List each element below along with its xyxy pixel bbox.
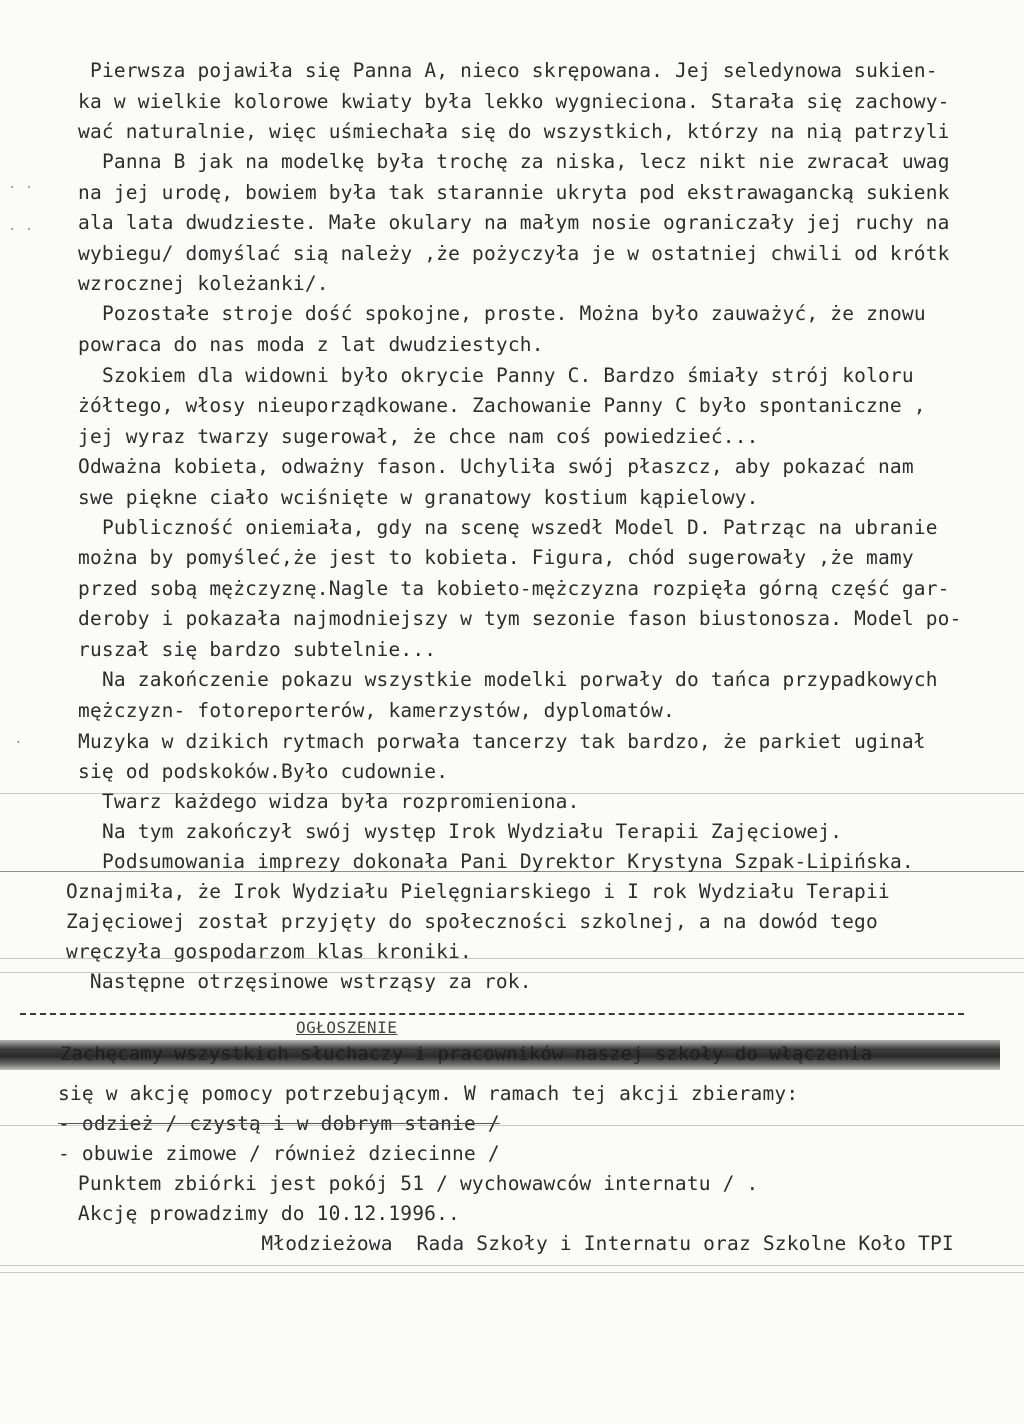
article-line: Zajęciowej został przyjęty do społeczności szkolnej, a na dowód tego bbox=[66, 910, 878, 933]
article-line: Podsumowania imprezy dokonała Pani Dyrektor Krystyna Szpak-Lipińska. bbox=[90, 850, 914, 873]
article-line: mężczyzn- fotoreporterów, kamerzystów, dyplomatów. bbox=[78, 699, 675, 722]
article-line: jej wyraz twarzy sugerował, że chce nam coś powiedzieć... bbox=[78, 425, 759, 448]
article-line: Panna B jak na modelkę była trochę za niska, lecz nikt nie zwracał uwag bbox=[90, 150, 950, 173]
announcement-line: Akcję prowadzimy do 10.12.1996.. bbox=[54, 1202, 460, 1225]
announcement-line: - obuwie zimowe / również dziecinne / bbox=[58, 1142, 500, 1165]
article-line: wzrocznej koleżanki/. bbox=[78, 272, 329, 295]
article-line: Następne otrzęsinowe wstrząsy za rok. bbox=[66, 970, 532, 993]
article-line: żółtego, włosy nieuporządkowane. Zachowanie Panny C było spontaniczne , bbox=[78, 394, 926, 417]
margin-mark: · · bbox=[8, 180, 34, 196]
article-line: można by pomyśleć,że jest to kobieta. Figura, chód sugerowały ,że mamy bbox=[78, 546, 914, 569]
article-line: powraca do nas moda z lat dwudziestych. bbox=[78, 333, 544, 356]
article-line: Oznajmiła, że Irok Wydziału Pielęgniarskiego i I rok Wydziału Terapii bbox=[66, 880, 890, 903]
announcement-heading: OGŁOSZENIE bbox=[296, 1018, 398, 1037]
article-line: wybiegu/ domyślać sią należy ,że pożyczyła je w ostatniej chwili od krótk bbox=[78, 242, 950, 265]
obscured-line: Zachęcamy wszystkich słuchaczy i pracowników naszej szkoły do włączenia bbox=[60, 1043, 873, 1065]
article-line: Publiczność oniemiała, gdy na scenę wszedł Model D. Patrząc na ubranie bbox=[90, 516, 938, 539]
article-line: Szokiem dla widowni było okrycie Panny C. Bardzo śmiały strój koloru bbox=[90, 364, 914, 387]
article-line: Muzyka w dzikich rytmach porwała tancerzy tak bardzo, że parkiet uginał bbox=[78, 730, 926, 753]
article-line: Na zakończenie pokazu wszystkie modelki porwały do tańca przypadkowych bbox=[90, 668, 938, 691]
article-line: ala lata dwudzieste. Małe okulary na małym nosie ograniczały jej ruchy na bbox=[78, 211, 950, 234]
margin-mark: · · bbox=[8, 222, 34, 238]
article-line: Twarz każdego widza była rozpromieniona. bbox=[90, 790, 580, 813]
scan-rule bbox=[0, 1265, 1024, 1266]
article-line: wręczyła gospodarzom klas kroniki. bbox=[66, 940, 472, 963]
announcement-signature: Młodzieżowa Rada Szkoły i Internatu oraz Szkolne Koło TPI bbox=[130, 1232, 954, 1255]
scan-rule bbox=[0, 1272, 1024, 1273]
article-line: ka w wielkie kolorowe kwiaty była lekko wygnieciona. Starała się zachowy- bbox=[78, 90, 950, 113]
margin-mark: · bbox=[14, 735, 23, 751]
article-line: na jej urodę, bowiem była tak starannie ukryta pod ekstrawagancką sukienk bbox=[78, 181, 950, 204]
announcement-line: się w akcję pomocy potrzebującym. W ramach tej akcji zbieramy: bbox=[58, 1082, 799, 1105]
announcement-line: Punktem zbiórki jest pokój 51 / wychowawców internatu / . bbox=[54, 1172, 759, 1195]
article-line: Odważna kobieta, odważny fason. Uchyliła swój płaszcz, aby pokazać nam bbox=[78, 455, 914, 478]
article-line: wać naturalnie, więc uśmiechała się do wszystkich, którzy na nią patrzyli bbox=[78, 120, 950, 143]
article-line: Pozostałe stroje dość spokojne, proste. Można było zauważyć, że znowu bbox=[90, 302, 926, 325]
announcement-line: - odzież / czystą i w dobrym stanie / bbox=[58, 1112, 500, 1135]
article-line: deroby i pokazała najmodniejszy w tym sezonie fason biustonosza. Model po- bbox=[78, 607, 962, 630]
article-line: się od podskoków.Było cudownie. bbox=[78, 760, 449, 783]
article-line: Na tym zakończył swój występ Irok Wydziału Terapii Zajęciowej. bbox=[90, 820, 843, 843]
article-line: ruszał się bardzo subtelnie... bbox=[78, 638, 437, 661]
article-line: Pierwsza pojawiła się Panna A, nieco skrępowana. Jej seledynowa sukien- bbox=[90, 59, 938, 82]
article-line: swe piękne ciało wciśnięte w granatowy kostium kąpielowy. bbox=[78, 486, 759, 509]
dashed-separator bbox=[20, 1013, 964, 1015]
article-line: przed sobą mężczyznę.Nagle ta kobieto-mężczyzna rozpięła górną część gar- bbox=[78, 577, 950, 600]
